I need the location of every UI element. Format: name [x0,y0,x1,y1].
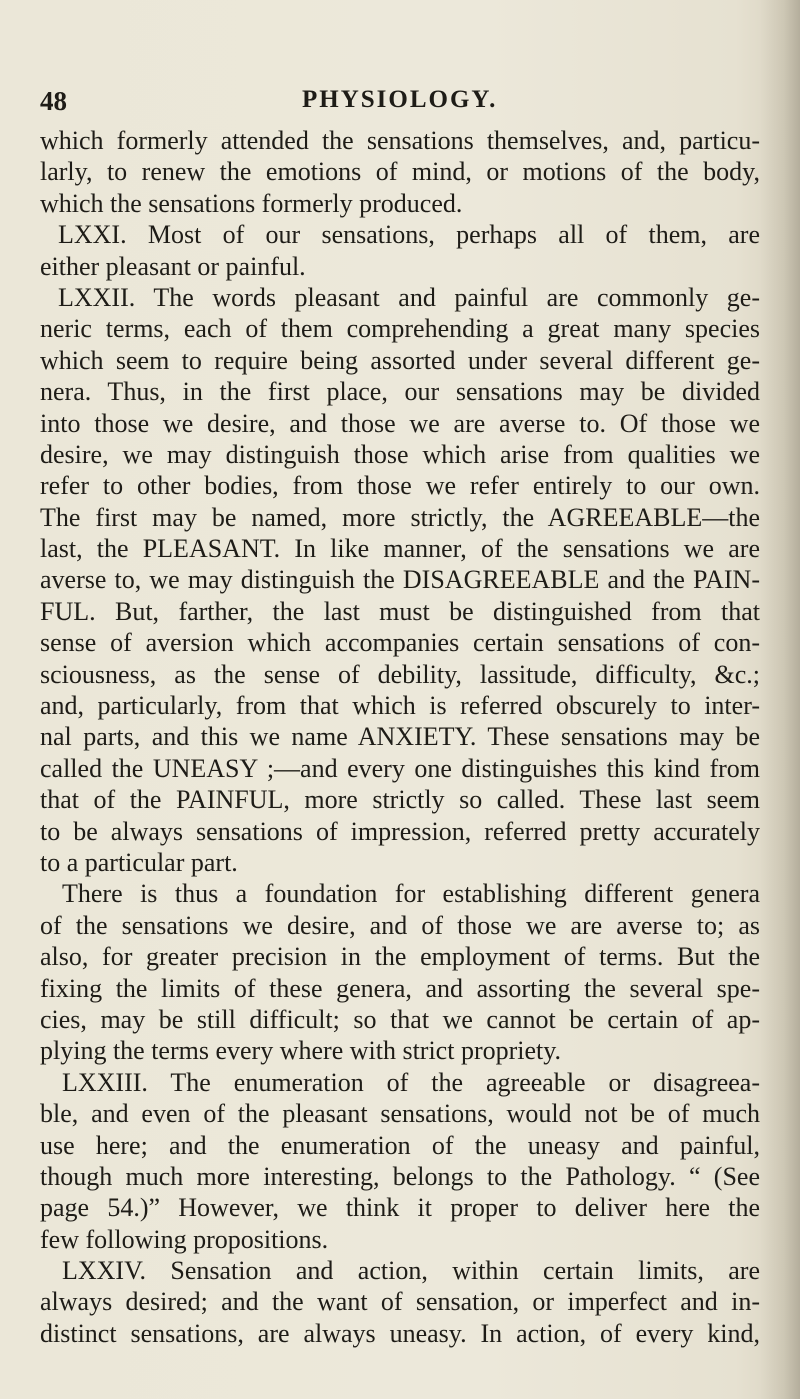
text-line: larly, to renew the emotions of mind, or motions of the body, [40,157,760,187]
text-line: desire, we may distinguish those which arise from qualities we [40,439,760,469]
text-line: page 54.)” However, we think it proper to deliver here the [40,1193,760,1223]
body-text [40,125,760,1349]
text-line: always desired; and the want of sensation, or imperfect and in- [40,1287,760,1317]
text-line: nal parts, and this we name ANXIETY. These sensations may be [40,722,760,752]
page-header [40,86,760,122]
text-line: use here; and the enumeration of the uneasy and painful, [40,1130,760,1160]
text-line: sense of aversion which accompanies certain sensations of con- [40,628,760,658]
text-line: averse to, we may distinguish the DISAGREEABLE and the PAIN- [40,565,760,595]
text-line: also, for greater precision in the employment of terms. But the [40,942,760,972]
text-line: which seem to require being assorted under several different ge- [40,345,760,375]
text-line: few following propositions. [40,1224,329,1254]
text-line: FUL. But, farther, the last must be distinguished from that [40,596,760,626]
text-line: which the sensations formerly produced. [40,188,463,218]
text-line: to a particular part. [40,847,238,877]
text-line: refer to other bodies, from those we refer entirely to our own. [40,471,760,501]
text-line: into those we desire, and those we are averse to. Of those we [40,408,760,438]
text-line: nera. Thus, in the first place, our sensations may be divided [40,377,760,407]
text-line: last, the PLEASANT. In like manner, of the sensations we are [40,534,760,564]
text-line: distinct sensations, are always uneasy. In action, of every kind, [40,1318,760,1348]
running-head: PHYSIOLOGY. [302,86,498,113]
section-lxxiii-start: LXXIII. The enumeration of the agreeable or disagreea- [62,1067,760,1097]
text-line: that of the PAINFUL, more strictly so called. These last seem [40,785,760,815]
section-lxxiv-start: LXXIV. Sensation and action, within certain limits, are [62,1256,760,1286]
text-line: though much more interesting, belongs to the Pathology. “ (See [40,1161,760,1191]
text-line: sciousness, as the sense of debility, lassitude, difficulty, &c.; [40,659,760,689]
text-line: ble, and even of the pleasant sensations, would not be of much [40,1099,760,1129]
text-line: fixing the limits of these genera, and assorting the several spe- [40,973,760,1003]
text-line: and, particularly, from that which is referred obscurely to inter- [40,691,760,721]
section-lxxii-start: LXXII. The words pleasant and painful are commonly ge- [58,282,760,312]
text-line: to be always sensations of impression, referred pretty accurately [40,816,760,846]
text-line: either pleasant or painful. [40,251,306,281]
text-line: neric terms, each of them comprehending a great many species [40,314,760,344]
text-line: cies, may be still difficult; so that we cannot be certain of ap- [40,1004,760,1034]
text-line: of the sensations we desire, and of those we are averse to; as [40,910,760,940]
page-edge-shadow [760,0,800,1399]
text-line: called the UNEASY ;—and every one distinguishes this kind from [40,753,760,783]
text-line: The first may be named, more strictly, the AGREEABLE—the [40,502,760,532]
section-lxxi-start: LXXI. Most of our sensations, perhaps all of them, are [58,220,760,250]
page-number: 48 [40,86,67,116]
text-line: plying the terms every where with strict propriety. [40,1036,562,1066]
paragraph-start: There is thus a foundation for establishing different genera [62,879,760,909]
text-line: which formerly attended the sensations themselves, and, particu- [40,126,760,155]
